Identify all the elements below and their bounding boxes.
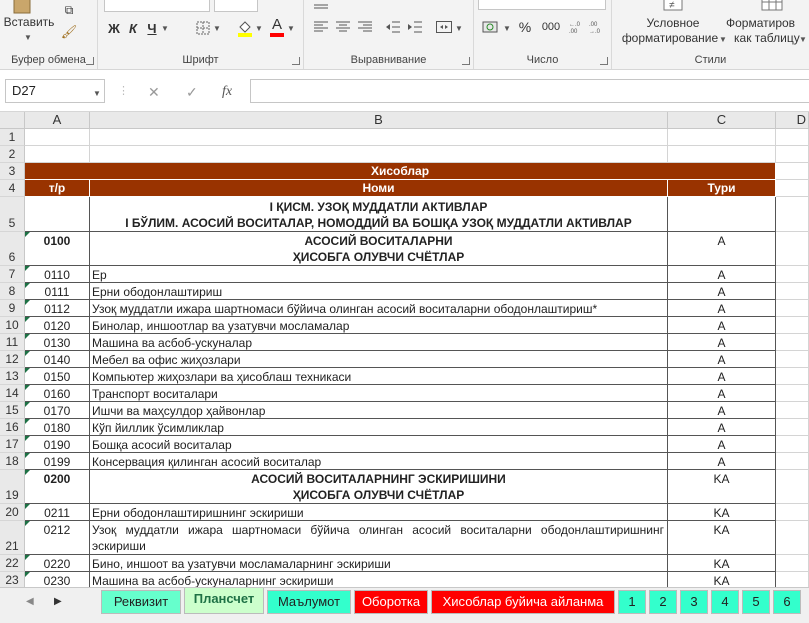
ribbon [0,0,809,70]
align-top-icon[interactable] [312,2,330,16]
table-row [25,266,809,283]
row-header[interactable]: 21 [0,521,25,555]
table-row [25,334,809,351]
svg-text:≠: ≠ [669,0,675,11]
part-title[interactable] [90,197,668,232]
account-type[interactable]: KA [668,470,776,504]
account-name-line1: АСОСИЙ ВОСИТАЛАРНИНГ ЭСКИРИШИНИ [251,472,506,486]
account-type[interactable]: KA [668,521,776,555]
header-name[interactable]: Номи [90,180,668,197]
account-code-text: 0140 [43,353,71,367]
table-row [25,453,809,470]
table-row [25,385,809,402]
account-type[interactable]: A [668,436,776,453]
thousands-separator-button[interactable]: 000 [541,21,561,33]
error-indicator-icon [25,504,30,509]
account-code-text: 0200 [43,472,71,486]
sheet-tab[interactable]: 1 [618,590,646,614]
account-code[interactable] [25,470,90,504]
cell[interactable] [90,129,668,146]
confirm-icon[interactable]: ✓ [186,84,198,100]
error-indicator-icon [25,232,30,237]
font-group [98,0,304,70]
font-name-dropdown[interactable] [104,0,210,12]
cell[interactable] [776,351,809,368]
row-header[interactable]: 5 [0,197,25,232]
cell[interactable] [776,129,809,146]
row-header[interactable]: 2 [0,146,25,163]
clipboard-group [0,0,98,70]
sheet-tab-bar [0,587,809,623]
account-code[interactable] [25,334,90,351]
row-header[interactable]: 19 [0,470,25,504]
font-color-icon[interactable] [268,17,286,37]
account-name[interactable]: Ерни ободонлаштириш [90,283,668,300]
account-code-text: 0170 [43,404,71,418]
account-code[interactable] [25,572,90,587]
row-header[interactable]: 3 [0,163,25,180]
account-code[interactable] [25,453,90,470]
table-row [25,129,809,146]
account-code-text: 0112 [44,302,70,316]
table-row [25,504,809,521]
row-header[interactable]: 12 [0,351,25,368]
insert-function-icon[interactable]: fx [222,84,233,99]
cell[interactable] [776,232,809,266]
font-group-label: Шрифт [182,54,219,66]
error-indicator-icon [25,555,30,560]
error-indicator-icon [25,351,30,356]
cell[interactable] [25,146,90,163]
alignment-group-label: Выравнивание [350,54,427,66]
conditional-format-label2[interactable]: форматирование [621,31,719,45]
account-type[interactable]: KA [668,555,776,572]
format-as-table-dropdown-icon[interactable]: ▼ [799,34,807,44]
cell[interactable] [776,334,809,351]
table-row [25,197,809,232]
account-name[interactable]: Ишчи ва маҳсулдор ҳайвонлар [90,402,668,419]
row-header[interactable]: 1 [0,129,25,146]
error-indicator-icon [25,266,30,271]
conditional-format-label1[interactable]: Условное [646,15,700,30]
cell[interactable] [776,368,809,385]
align-center-icon[interactable] [334,20,352,34]
account-type[interactable]: A [668,385,776,402]
cell[interactable] [776,402,809,419]
font-launcher-icon[interactable] [292,57,300,65]
alignment-launcher-icon[interactable] [462,57,470,65]
font-size-dropdown[interactable] [214,0,258,12]
row-header[interactable]: 8 [0,283,25,300]
account-name[interactable] [90,521,668,555]
account-name-line2: эскириши [92,539,146,553]
sheet-tab[interactable]: Реквизит [101,590,181,614]
sheet-tab[interactable]: Маълумот [267,590,351,614]
clipboard-group-label: Буфер обмена [11,54,86,66]
row-header[interactable]: 7 [0,266,25,283]
sheet-tab[interactable]: 6 [773,590,801,614]
account-name-line1: АСОСИЙ ВОСИТАЛАРНИ [304,234,453,248]
account-code-text: 0190 [43,438,71,452]
account-code[interactable] [25,402,90,419]
account-type[interactable]: KA [668,572,776,587]
table-row [25,368,809,385]
percent-button[interactable]: % [518,19,532,35]
account-code[interactable] [25,555,90,572]
account-name[interactable]: Бино, иншоот ва узатувчи мосламаларнинг эскириши [90,555,668,572]
table-row [25,232,809,266]
account-name[interactable]: Транспорт воситалари [90,385,668,402]
borders-dropdown-icon[interactable]: ▼ [213,23,221,33]
paste-button[interactable]: Вставить [3,15,55,29]
account-name[interactable]: Машина ва асбоб-ускуналарнинг эскириши [90,572,668,587]
row-header[interactable]: 6 [0,232,25,266]
number-group [474,0,612,70]
row-header[interactable]: 20 [0,504,25,521]
account-code-text: 0130 [43,336,71,350]
error-indicator-icon [25,368,30,373]
number-launcher-icon[interactable] [600,57,608,65]
cell[interactable] [776,163,809,180]
font-color-swatch [270,33,284,37]
table-row [25,521,809,555]
error-indicator-icon [25,385,30,390]
merge-center-icon[interactable] [434,20,454,34]
align-right-icon[interactable] [356,20,374,34]
row-header[interactable]: 13 [0,368,25,385]
cell[interactable] [776,504,809,521]
cell[interactable] [776,436,809,453]
account-code[interactable] [25,317,90,334]
increase-decimal-icon[interactable] [568,18,586,36]
increase-indent-icon[interactable] [406,20,424,34]
account-name[interactable]: Ерни ободонлаштиришнинг эскириши [90,504,668,521]
account-code[interactable] [25,368,90,385]
row-header[interactable]: 22 [0,555,25,572]
cell[interactable] [25,129,90,146]
cell[interactable] [776,146,809,163]
part-title-line2: I БЎЛИМ. АСОСИЙ ВОСИТАЛАР, НОМОДДИЙ ВА БОШҚА УЗОҚ МУДДАТЛИ АКТИВЛАР [125,216,632,230]
error-indicator-icon [25,521,30,526]
conditional-format-dropdown-icon[interactable]: ▼ [719,34,727,44]
table-row [25,402,809,419]
underline-button[interactable]: Ч [147,20,157,36]
decrease-indent-icon[interactable] [384,20,402,34]
fill-color-dropdown-icon[interactable]: ▼ [255,23,263,33]
account-code[interactable] [25,351,90,368]
tab-scroll-left-icon[interactable]: ◀ [26,596,34,607]
account-code-text: 0211 [44,506,70,520]
italic-button[interactable]: К [129,20,137,36]
cell[interactable] [776,300,809,317]
column-header-a[interactable]: A [25,112,90,129]
table-row [25,283,809,300]
account-type[interactable]: A [668,232,776,266]
borders-icon[interactable] [194,19,212,37]
decrease-decimal-icon[interactable] [588,18,606,36]
sheet-tab[interactable]: Оборотка [354,590,428,614]
row-header[interactable]: 16 [0,419,25,436]
align-left-icon[interactable] [312,20,330,34]
font-color-glyph: А [271,15,282,33]
account-code-text: 0100 [43,234,71,248]
cell[interactable] [668,197,776,232]
bold-button[interactable]: Ж [108,20,120,36]
account-code[interactable] [25,521,90,555]
account-code-text: 0150 [43,370,71,384]
row-header[interactable]: 15 [0,402,25,419]
account-code[interactable] [25,419,90,436]
account-name[interactable]: Бинолар, иншоотлар ва узатувчи мосламалар [90,317,668,334]
select-all-corner[interactable] [0,112,25,129]
account-name-line2: ҲИСОБГА ОЛУВЧИ СЧЁТЛАР [292,488,465,502]
account-name[interactable]: Компьютер жиҳозлари ва ҳисоблаш техникаси [90,368,668,385]
table-row [25,555,809,572]
sheet-title[interactable]: Хисоблар [25,163,776,180]
account-name-line2: ҲИСОБГА ОЛУВЧИ СЧЁТЛАР [292,250,465,264]
paste-icon[interactable] [8,0,36,14]
error-indicator-icon [25,572,30,577]
error-indicator-icon [25,402,30,407]
account-type[interactable]: KA [668,504,776,521]
row-header[interactable]: 17 [0,436,25,453]
column-header-c[interactable]: C [668,112,776,129]
cell[interactable] [776,317,809,334]
error-indicator-icon [25,334,30,339]
account-code[interactable] [25,283,90,300]
font-color-dropdown-icon[interactable]: ▼ [287,23,295,33]
cell[interactable] [776,555,809,572]
format-as-table-label1[interactable]: Форматиров [726,15,796,30]
account-code[interactable] [25,504,90,521]
row-header[interactable]: 10 [0,317,25,334]
account-type[interactable]: A [668,317,776,334]
error-indicator-icon [25,470,30,475]
conditional-format-icon[interactable] [662,0,684,12]
account-type[interactable]: A [668,300,776,317]
cell[interactable] [776,197,809,232]
error-indicator-icon [25,419,30,424]
table-row [25,436,809,453]
accounting-dropdown-icon[interactable]: ▼ [503,23,511,33]
name-box[interactable]: D27 [5,79,105,103]
underline-dropdown-icon[interactable]: ▼ [161,23,169,33]
error-indicator-icon [25,300,30,305]
format-painter-icon[interactable]: 🖌 [60,24,78,39]
table-row [25,300,809,317]
row-header[interactable]: 11 [0,334,25,351]
sheet-tab[interactable]: 4 [711,590,739,614]
svg-text:←.0: ←.0 [569,22,581,28]
cell[interactable] [776,521,809,555]
tab-scroll-right-icon[interactable]: ▶ [54,596,62,607]
account-code-text: 0199 [43,455,71,469]
account-code-text: 0160 [43,387,71,401]
name-box-dropdown-icon[interactable]: ▼ [93,88,101,98]
account-name[interactable]: Кўп йиллик ўсимликлар [90,419,668,436]
sheet-tab[interactable]: 5 [742,590,770,614]
account-code[interactable] [25,232,90,266]
cell[interactable] [776,385,809,402]
error-indicator-icon [25,453,30,458]
cell[interactable] [668,146,776,163]
account-code-text: 0110 [44,268,70,282]
account-name[interactable]: Консервация қилинган асосий воситалар [90,453,668,470]
account-code[interactable] [25,385,90,402]
row-header[interactable]: 14 [0,385,25,402]
account-name[interactable]: Машина ва асбоб-ускуналар [90,334,668,351]
sheet-grid [25,129,809,587]
format-as-table-icon[interactable] [760,0,784,12]
account-type[interactable]: A [668,419,776,436]
account-name[interactable]: Узоқ муддатли ижара шартномаси бўйича олинган асосий воситаларни ободонлаштириш* [90,300,668,317]
copy-icon[interactable]: ⧉ [64,2,74,17]
table-row [25,180,809,197]
column-header-d[interactable]: D [776,112,809,129]
account-type[interactable]: A [668,334,776,351]
account-code[interactable] [25,266,90,283]
cell[interactable] [776,266,809,283]
cell[interactable] [776,419,809,436]
account-code-text: 0220 [43,557,71,571]
account-code-text: 0230 [43,574,71,587]
account-name[interactable] [90,232,668,266]
cell[interactable] [776,180,809,197]
account-type[interactable]: A [668,402,776,419]
sheet-tab[interactable]: 3 [680,590,708,614]
account-type[interactable]: A [668,351,776,368]
error-indicator-icon [25,283,30,288]
cell[interactable] [25,197,90,232]
header-type[interactable]: Тури [668,180,776,197]
cancel-icon[interactable]: ✕ [148,84,160,100]
number-format-dropdown[interactable] [478,0,606,10]
cell[interactable] [776,572,809,587]
cell[interactable] [776,470,809,504]
account-code-text: 0111 [44,285,70,299]
cell[interactable] [90,146,668,163]
account-code-text: 0120 [43,319,71,333]
table-row [25,419,809,436]
table-row [25,163,809,180]
column-header-b[interactable]: B [90,112,668,129]
table-row [25,317,809,334]
account-name[interactable] [90,470,668,504]
account-code[interactable] [25,436,90,453]
formula-bar [0,70,809,112]
styles-group-label: Стили [694,54,727,66]
error-indicator-icon [25,436,30,441]
table-row [25,351,809,368]
svg-text:→.0: →.0 [589,29,601,34]
number-group-label: Число [526,54,559,66]
header-num[interactable]: т/р [25,180,90,197]
part-title-line1: I ҚИСМ. УЗОҚ МУДДАТЛИ АКТИВЛАР [269,200,488,214]
cell[interactable] [776,453,809,470]
account-type[interactable]: A [668,368,776,385]
account-code[interactable] [25,300,90,317]
account-code-text: 0180 [43,421,71,435]
table-row [25,146,809,163]
table-row [25,470,809,504]
account-name[interactable]: Мебел ва офис жиҳозлари [90,351,668,368]
format-as-table-label2[interactable]: как таблицу [734,31,800,45]
row-header[interactable]: 18 [0,453,25,470]
account-name[interactable]: Бошқа асосий воситалар [90,436,668,453]
row-header[interactable]: 4 [0,180,25,197]
formula-bar-grip-icon: ⋮ [118,85,129,97]
svg-text:.00: .00 [569,29,578,34]
account-code-text: 0212 [43,523,71,537]
merge-dropdown-icon[interactable]: ▼ [455,23,463,33]
sheet-tab[interactable]: Плансчет [184,588,264,614]
cell[interactable] [668,129,776,146]
styles-group [612,0,809,70]
table-row [25,572,809,587]
account-type[interactable]: A [668,283,776,300]
fill-color-icon[interactable] [236,18,254,38]
accounting-format-icon[interactable] [480,18,502,36]
alignment-group [304,0,474,70]
row-header[interactable]: 9 [0,300,25,317]
cell[interactable] [776,283,809,300]
sheet-tab[interactable]: 2 [649,590,677,614]
paste-dropdown-icon[interactable]: ▼ [24,32,32,42]
account-type[interactable]: A [668,266,776,283]
clipboard-launcher-icon[interactable] [86,57,94,65]
account-name[interactable]: Ер [90,266,668,283]
row-header[interactable]: 23 [0,572,25,589]
account-name-line1: Узоқ муддатли ижара шартномаси бўйича олинган асосий воситаларни ободонлаштиришнинг [92,523,664,537]
account-type[interactable]: A [668,453,776,470]
svg-text:.00: .00 [589,22,598,28]
sheet-tab[interactable]: Хисоблар буйича айланма [431,590,615,614]
error-indicator-icon [25,317,30,322]
formula-input[interactable] [250,79,809,103]
